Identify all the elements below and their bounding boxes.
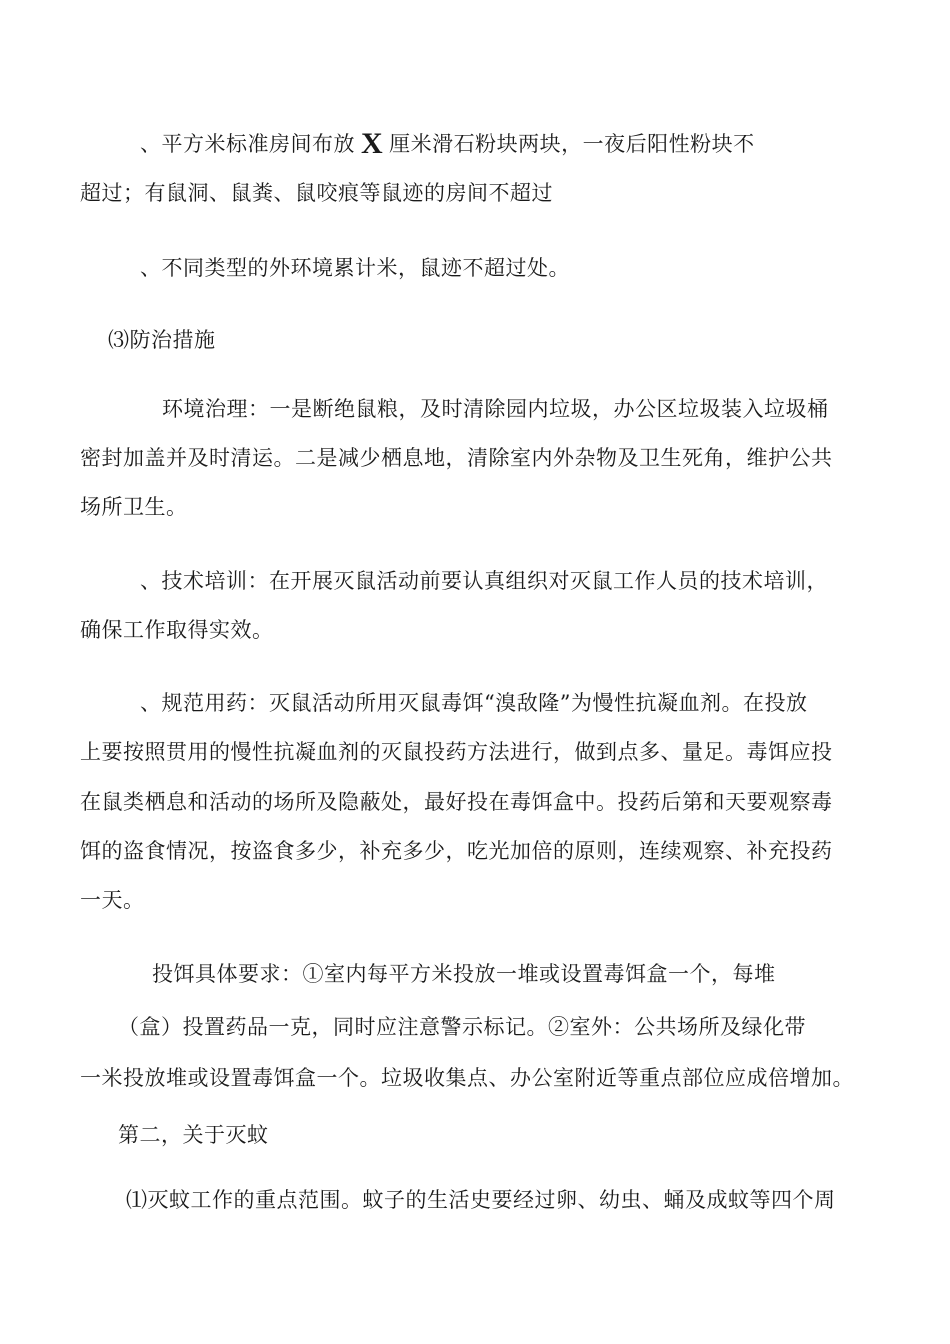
- paragraph-line: 、技术培训：在开展灭鼠活动前要认真组织对灭鼠工作人员的技术培训，: [140, 569, 828, 593]
- paragraph-line: 、不同类型的外环境累计米，鼠迹不超过处。: [140, 256, 570, 280]
- paragraph-line: 场所卫生。: [80, 495, 188, 519]
- paragraph-line: 在鼠类栖息和活动的场所及隐蔽处，最好投在毒饵盒中。投药后第和天要观察毒: [80, 790, 833, 814]
- paragraph-line: 环境治理：一是断绝鼠粮，及时清除园内垃圾，办公区垃圾装入垃圾桶: [162, 397, 829, 421]
- paragraph-line: ⑴灭蚊工作的重点范围。蚊子的生活史要经过卵、幼虫、蛹及成蚊等四个周: [126, 1188, 836, 1212]
- paragraph-line: 超过；有鼠洞、鼠粪、鼠咬痕等鼠迹的房间不超过: [80, 181, 553, 205]
- paragraph-line: 一天。: [80, 888, 145, 912]
- section-heading: 第二，关于灭蚊: [118, 1123, 269, 1147]
- paragraph-line: 密封加盖并及时清运。二是减少栖息地，清除室内外杂物及卫生死角，维护公共: [80, 446, 833, 470]
- text-span: 厘米滑石粉块两块，一夜后阳性粉块不: [389, 132, 755, 156]
- text-span: X: [361, 127, 384, 160]
- paragraph-line: 投饵具体要求：①室内每平方米投放一堆或设置毒饵盒一个，每堆: [152, 962, 776, 986]
- text-span: 、平方米标准房间布放: [140, 132, 355, 156]
- paragraph-line: [140, 128, 755, 158]
- paragraph-line: 确保工作取得实效。: [80, 618, 274, 642]
- paragraph-line: 一米投放堆或设置毒饵盒一个。垃圾收集点、办公室附近等重点部位应成倍增加。: [80, 1066, 854, 1090]
- paragraph-line: 饵的盗食情况，按盗食多少，补充多少，吃光加倍的原则，连续观察、补充投药: [80, 839, 833, 863]
- paragraph-line: 上要按照贯用的慢性抗凝血剂的灭鼠投药方法进行，做到点多、量足。毒饵应投: [80, 740, 833, 764]
- section-heading: ⑶防治措施: [108, 328, 216, 352]
- paragraph-line: 、规范用药：灭鼠活动所用灭鼠毒饵“溴敌隆”为慢性抗凝血剂。在投放: [140, 691, 808, 715]
- paragraph-line: （盒）投置药品一克，同时应注意警示标记。②室外：公共场所及绿化带: [118, 1015, 806, 1039]
